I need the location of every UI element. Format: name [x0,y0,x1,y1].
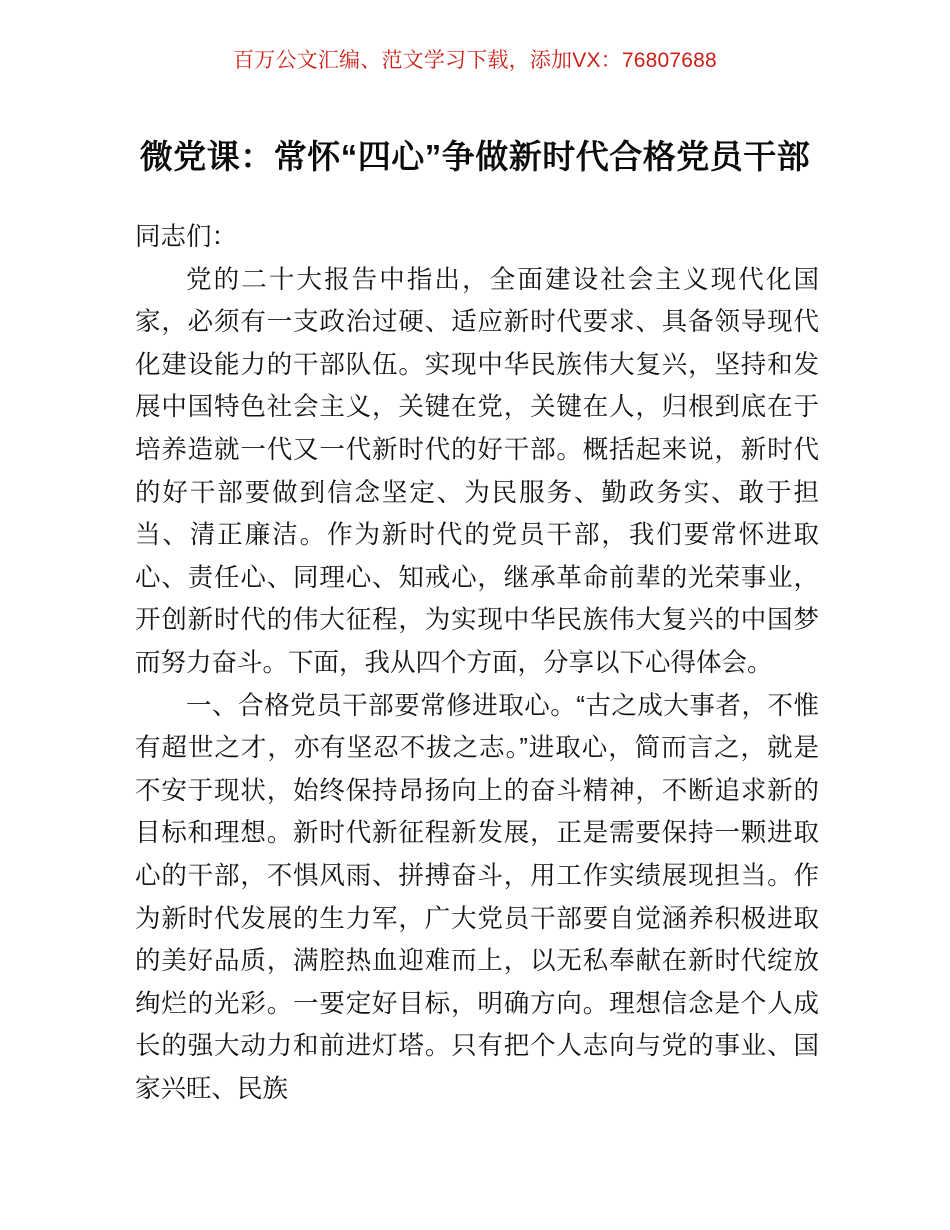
body-paragraph-1: 党的二十大报告中指出，全面建设社会主义现代化国家，必须有一支政治过硬、适应新时代要求、具备领导现代化建设能力的干部队伍。实现中华民族伟大复兴，坚持和发展中国特色社会主义，关键在党，关键在人，归根到底在于培养造就一代又一代新时代的好干部。概括起来说，新时代的好干部要做到信念坚定、为民服务、勤政务实、敢于担当、清正廉洁。作为新时代的党员干部，我们要常怀进取心、责任心、同理心、知戒心，继承革命前辈的光荣事业，开创新时代的伟大征程，为实现中华民族伟大复兴的中国梦而努力奋斗。下面，我从四个方面，分享以下心得体会。 [135,265,819,677]
promo-watermark-header: 百万公文汇编、范文学习下载，添加VX：76807688 [233,49,717,72]
page-title: 微党课：常怀“四心”争做新时代合格党员干部 [139,138,811,176]
body-paragraph-2: 一、合格党员干部要常修进取心。“古之成大事者，不惟有超世之才，亦有坚忍不拔之志。”进取心，简而言之，就是不安于现状，始终保持昂扬向上的奋斗精神，不断追求新的目标和理想。新时代新征程新发展，正是需要保持一颗进取心的干部，不惧风雨、拼搏奋斗，用工作实绩展现担当。作为新时代发展的生力军，广大党员干部要自觉涵养积极进取的美好品质，满腔热血迎难而上，以无私奉献在新时代绽放绚烂的光彩。一要定好目标，明确方向。理想信念是个人成长的强大动力和前进灯塔。只有把个人志向与党的事业、国家兴旺、民族 [135,691,819,1103]
document-body [135,216,819,1110]
salutation-line: 同志们： [135,223,238,251]
